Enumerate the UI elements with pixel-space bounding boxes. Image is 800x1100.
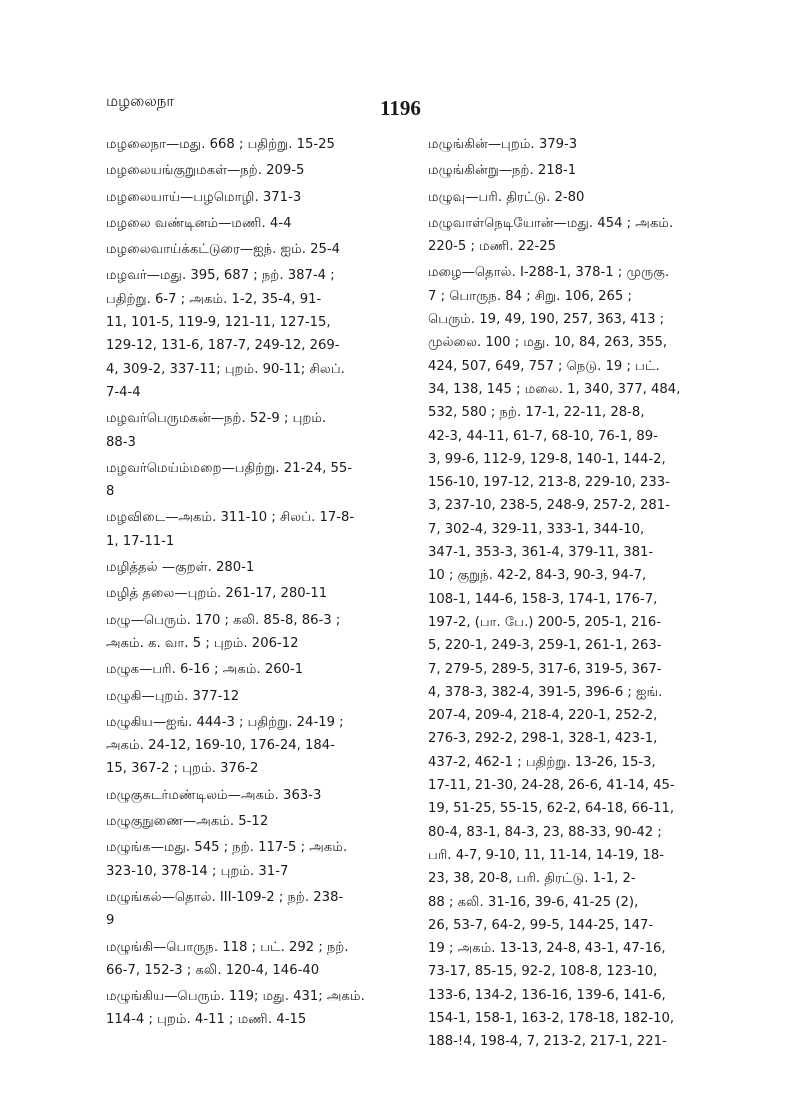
entry-line: அகம். 24-12, 169-10, 176-24, 184- xyxy=(106,738,335,754)
entry-line: 4, 309-2, 337-11; புறம். 90-11; சிலப். xyxy=(106,361,345,377)
index-entry xyxy=(106,985,396,1032)
index-entry xyxy=(106,886,396,933)
entry-line: மழவிடை—அகம். 311-10 ; சிலப். 17-8- xyxy=(106,510,355,526)
entry-line: மழவர்—மது. 395, 687 ; நற். 387-4 ; xyxy=(106,268,335,284)
index-entry xyxy=(106,264,396,404)
entry-line: முல்லை. 100 ; மது. 10, 84, 263, 355, xyxy=(428,335,668,351)
entry-line: 1, 17-11-1 xyxy=(106,533,175,549)
entry-line: 323-10, 378-14 ; புறம். 31-7 xyxy=(106,863,289,879)
left-column xyxy=(106,133,396,1035)
index-entry xyxy=(428,261,716,1053)
index-entry xyxy=(106,810,396,833)
entry-line: மழலைவாய்க்கட்டுரை—ஐந். ஐம். 25-4 xyxy=(106,242,341,258)
entry-line: மழுகுநுணை—அகம். 5-12 xyxy=(106,814,269,830)
entry-line: மழுங்கின்—புறம். 379-3 xyxy=(428,137,578,152)
entry-line: 19 ; அகம். 13-13, 24-8, 43-1, 47-16, xyxy=(428,941,666,957)
entry-line: 276-3, 292-2, 298-1, 328-1, 423-1, xyxy=(428,731,658,747)
entry-line: மழவர்மெய்ம்மறை—பதிற்று. 21-24, 55- xyxy=(106,460,353,476)
entry-line: 4, 378-3, 382-4, 391-5, 396-6 ; ஐங். xyxy=(428,684,663,700)
entry-line: 23, 38, 20-8, பரி. திரட்டு. 1-1, 2- xyxy=(428,871,636,887)
entry-line: 220-5 ; மணி. 22-25 xyxy=(428,239,557,255)
index-entry xyxy=(106,556,396,579)
entry-line: 114-4 ; புறம். 4-11 ; மணி. 4-15 xyxy=(106,1012,307,1028)
entry-line: 7 ; பொருந. 84 ; சிறு. 106, 265 ; xyxy=(428,288,632,304)
index-entry xyxy=(106,836,396,883)
index-entry xyxy=(428,159,716,182)
entry-line: 108-1, 144-6, 158-3, 174-1, 176-7, xyxy=(428,591,658,607)
index-entry xyxy=(428,186,716,209)
page-number: 1196 xyxy=(380,96,421,120)
index-entry xyxy=(428,212,716,259)
entry-line: 3, 99-6, 112-9, 129-8, 140-1, 144-2, xyxy=(428,451,666,467)
entry-line: 66-7, 152-3 ; கலி. 120-4, 146-40 xyxy=(106,962,320,978)
entry-line: 42-3, 44-11, 61-7, 68-10, 76-1, 89- xyxy=(428,428,658,444)
entry-line: மழுங்கிய—பெரும். 119; மது. 431; அகம். xyxy=(106,989,365,1005)
entry-line: மழுங்கின்று—நற். 218-1 xyxy=(428,163,577,179)
entry-line: 197-2, (பா. பே.) 200-5, 205-1, 216- xyxy=(428,614,661,630)
entry-line: 11, 101-5, 119-9, 121-11, 127-15, xyxy=(106,315,331,331)
index-entry xyxy=(106,711,396,781)
entry-line: 5, 220-1, 249-3, 259-1, 261-1, 263- xyxy=(428,638,662,654)
entry-line: மழு—பெரும். 170 ; கலி. 85-8, 86-3 ; xyxy=(106,612,341,628)
entry-line: 73-17, 85-15, 92-2, 108-8, 123-10, xyxy=(428,964,658,980)
index-entry xyxy=(106,457,396,504)
index-entry xyxy=(106,784,396,807)
guide-word: மழலைநா xyxy=(106,92,175,110)
entry-line: 129-12, 131-6, 187-7, 249-12, 269- xyxy=(106,338,340,354)
entry-line: 3, 237-10, 238-5, 248-9, 257-2, 281- xyxy=(428,498,670,514)
entry-line: பதிற்று. 6-7 ; அகம். 1-2, 35-4, 91- xyxy=(106,291,322,307)
entry-line: 9 xyxy=(106,913,115,929)
index-entry xyxy=(106,936,396,983)
entry-line: 188-!4, 198-4, 7, 213-2, 217-1, 221- xyxy=(428,1034,667,1050)
entry-line: மழுவாள்நெடியோன்—மது. 454 ; அகம். xyxy=(428,215,674,231)
entry-line: 15, 367-2 ; புறம். 376-2 xyxy=(106,761,259,777)
entry-line: மழுங்க—மது. 545 ; நற். 117-5 ; அகம். xyxy=(106,840,348,856)
index-entry xyxy=(106,238,396,261)
entry-line: 80-4, 83-1, 84-3, 23, 88-33, 90-42 ; xyxy=(428,824,662,840)
entry-line: 7, 279-5, 289-5, 317-6, 319-5, 367- xyxy=(428,661,662,677)
entry-line: மழுங்கல்—தொல். III-109-2 ; நற். 238- xyxy=(106,889,344,905)
entry-line: 7-4-4 xyxy=(106,384,141,400)
index-entry xyxy=(106,609,396,656)
index-entry xyxy=(106,133,396,156)
index-entry xyxy=(106,506,396,553)
entry-line: மழுகிய—ஐங். 444-3 ; பதிற்று. 24-19 ; xyxy=(106,714,344,730)
entry-line: 10 ; குறுந். 42-2, 84-3, 90-3, 94-7, xyxy=(428,568,647,584)
index-entry xyxy=(106,407,396,454)
index-entry xyxy=(106,685,396,708)
entry-line: மழவர்பெருமகன்—நற். 52-9 ; புறம். xyxy=(106,411,327,427)
entry-line: 88 ; கலி. 31-16, 39-6, 41-25 (2), xyxy=(428,894,639,910)
entry-line: 532, 580 ; நற். 17-1, 22-11, 28-8, xyxy=(428,405,645,421)
entry-line: 154-1, 158-1, 163-2, 178-18, 182-10, xyxy=(428,1010,675,1026)
entry-line: 19, 51-25, 55-15, 62-2, 64-18, 66-11, xyxy=(428,801,675,817)
entry-line: 26, 53-7, 64-2, 99-5, 144-25, 147- xyxy=(428,917,654,933)
entry-line: 133-6, 134-2, 136-16, 139-6, 141-6, xyxy=(428,987,666,1003)
entry-line: 424, 507, 649, 757 ; நெடு. 19 ; பட். xyxy=(428,358,660,374)
entry-line: 88-3 xyxy=(106,434,136,450)
entry-line: அகம். க. வா. 5 ; புறம். 206-12 xyxy=(106,635,299,651)
entry-line: மழுவு—பரி. திரட்டு. 2-80 xyxy=(428,189,585,205)
entry-line: மழுக—பரி. 6-16 ; அகம். 260-1 xyxy=(106,662,304,678)
right-column xyxy=(428,133,716,1057)
entry-line: மழலையாய்—பழமொழி. 371-3 xyxy=(106,189,302,205)
entry-line: 156-10, 197-12, 213-8, 229-10, 233- xyxy=(428,475,670,491)
index-entry xyxy=(428,133,716,156)
entry-line: மழை—தொல். I-288-1, 378-1 ; முருகு. xyxy=(428,265,670,281)
entry-line: பரி. 4-7, 9-10, 11, 11-14, 14-19, 18- xyxy=(428,847,665,863)
entry-line: மழித் தலை—புறம். 261-17, 280-11 xyxy=(106,586,328,602)
entry-line: மழலை வண்டினம்—மணி. 4-4 xyxy=(106,215,292,231)
index-entry xyxy=(106,212,396,235)
index-entry xyxy=(106,658,396,681)
entry-line: 7, 302-4, 329-11, 333-1, 344-10, xyxy=(428,521,645,537)
entry-line: 8 xyxy=(106,484,115,500)
entry-line: 207-4, 209-4, 218-4, 220-1, 252-2, xyxy=(428,708,658,724)
entry-line: பெரும். 19, 49, 190, 257, 363, 413 ; xyxy=(428,312,665,328)
entry-line: 437-2, 462-1 ; பதிற்று. 13-26, 15-3, xyxy=(428,754,656,770)
entry-line: மழுகி—புறம். 377-12 xyxy=(106,688,240,704)
entry-line: மழித்தல் —குறள். 280-1 xyxy=(106,560,255,576)
index-entry xyxy=(106,186,396,209)
entry-line: மழலையங்குறுமகள்—நற். 209-5 xyxy=(106,163,305,179)
entry-line: 34, 138, 145 ; மலை. 1, 340, 377, 484, xyxy=(428,381,681,397)
entry-line: 17-11, 21-30, 24-28, 26-6, 41-14, 45- xyxy=(428,778,675,794)
entry-line: 347-1, 353-3, 361-4, 379-11, 381- xyxy=(428,545,654,561)
entry-line: மழலைநா—மது. 668 ; பதிற்று. 15-25 xyxy=(106,137,335,152)
index-entry xyxy=(106,159,396,182)
entry-line: மழுங்கி—பொருந. 118 ; பட். 292 ; நற். xyxy=(106,939,349,955)
entry-line: மழுகுசுடர்மண்டிலம்—அகம். 363-3 xyxy=(106,787,322,803)
index-entry xyxy=(106,582,396,605)
